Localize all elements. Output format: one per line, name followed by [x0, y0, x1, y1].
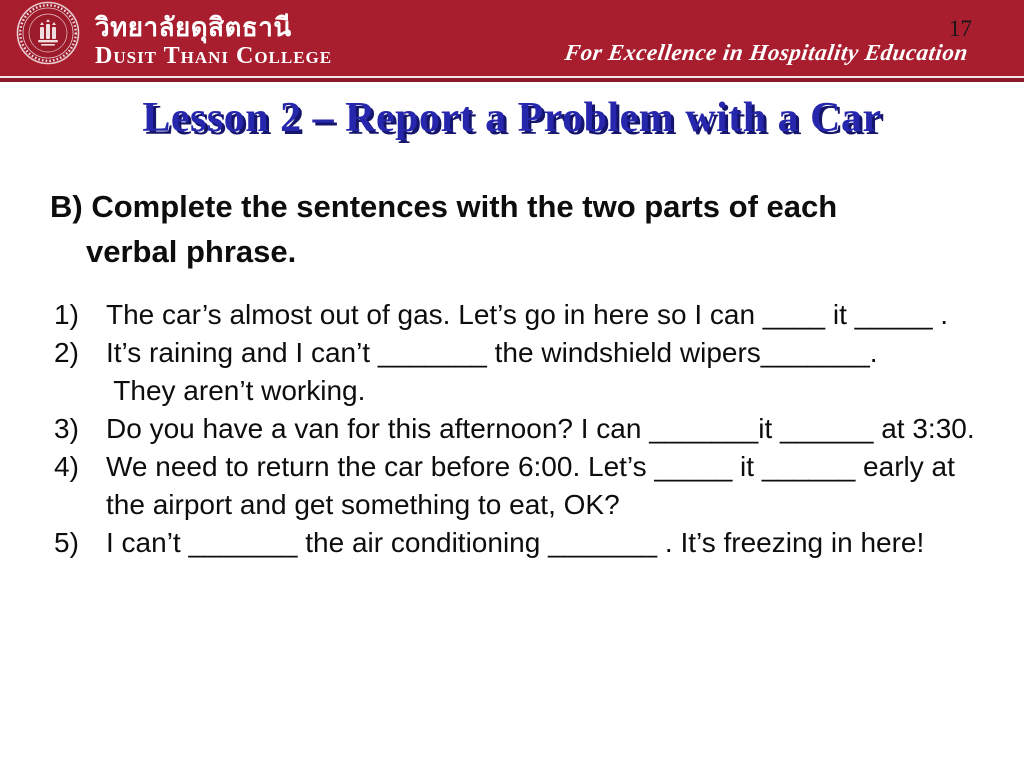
exercise-item-row: [54, 296, 1004, 334]
item-text: the airport and get something to eat, OK?: [106, 489, 620, 520]
banner-divider-maroon: [0, 78, 1024, 82]
item-number: [54, 372, 106, 410]
exercise-item-continuation: [54, 372, 1004, 410]
item-number: 1): [54, 299, 79, 330]
college-seal-icon: [16, 1, 80, 65]
exercise-item-row: [54, 334, 1004, 372]
item-text: They aren’t working.: [106, 375, 366, 406]
page-number: 17: [949, 16, 972, 41]
exercise-item-row: [54, 448, 1004, 486]
item-text: Do you have a van for this afternoon? I can _______it ______ at 3:30.: [106, 413, 975, 444]
item-number: 2): [54, 337, 79, 368]
exercise-item-row: [54, 524, 1004, 562]
college-brand: [95, 11, 332, 69]
item-number: 4): [54, 451, 79, 482]
exercise-item-continuation: [54, 486, 1004, 524]
exercise-heading-line2: verbal phrase.: [86, 234, 297, 269]
item-number: [54, 486, 106, 524]
college-name-english: Dusit Thani College: [95, 43, 333, 69]
item-number: 5): [54, 527, 79, 558]
exercise-item-row: [54, 410, 1004, 448]
exercise-heading: [50, 184, 970, 274]
item-text: We need to return the car before 6:00. Let’s _____ it ______ early at: [106, 451, 955, 482]
item-text: The car’s almost out of gas. Let’s go in here so I can ____ it _____ .: [106, 299, 949, 330]
college-tagline: For Excellence in Hospitality Education: [563, 40, 970, 65]
item-text: I can’t _______ the air conditioning _______ . It’s freezing in here!: [106, 527, 925, 558]
exercise-list: [54, 296, 1004, 562]
college-name-thai: วิทยาลัยดุสิตธานี: [95, 12, 292, 42]
item-number: 3): [54, 413, 79, 444]
header-banner: [0, 0, 1024, 76]
item-text: It’s raining and I can’t _______ the windshield wipers_______.: [106, 337, 878, 368]
slide-title: Lesson 2 – Report a Problem with a Car: [142, 95, 882, 141]
exercise-heading-line1: B) Complete the sentences with the two parts of each: [50, 189, 838, 224]
